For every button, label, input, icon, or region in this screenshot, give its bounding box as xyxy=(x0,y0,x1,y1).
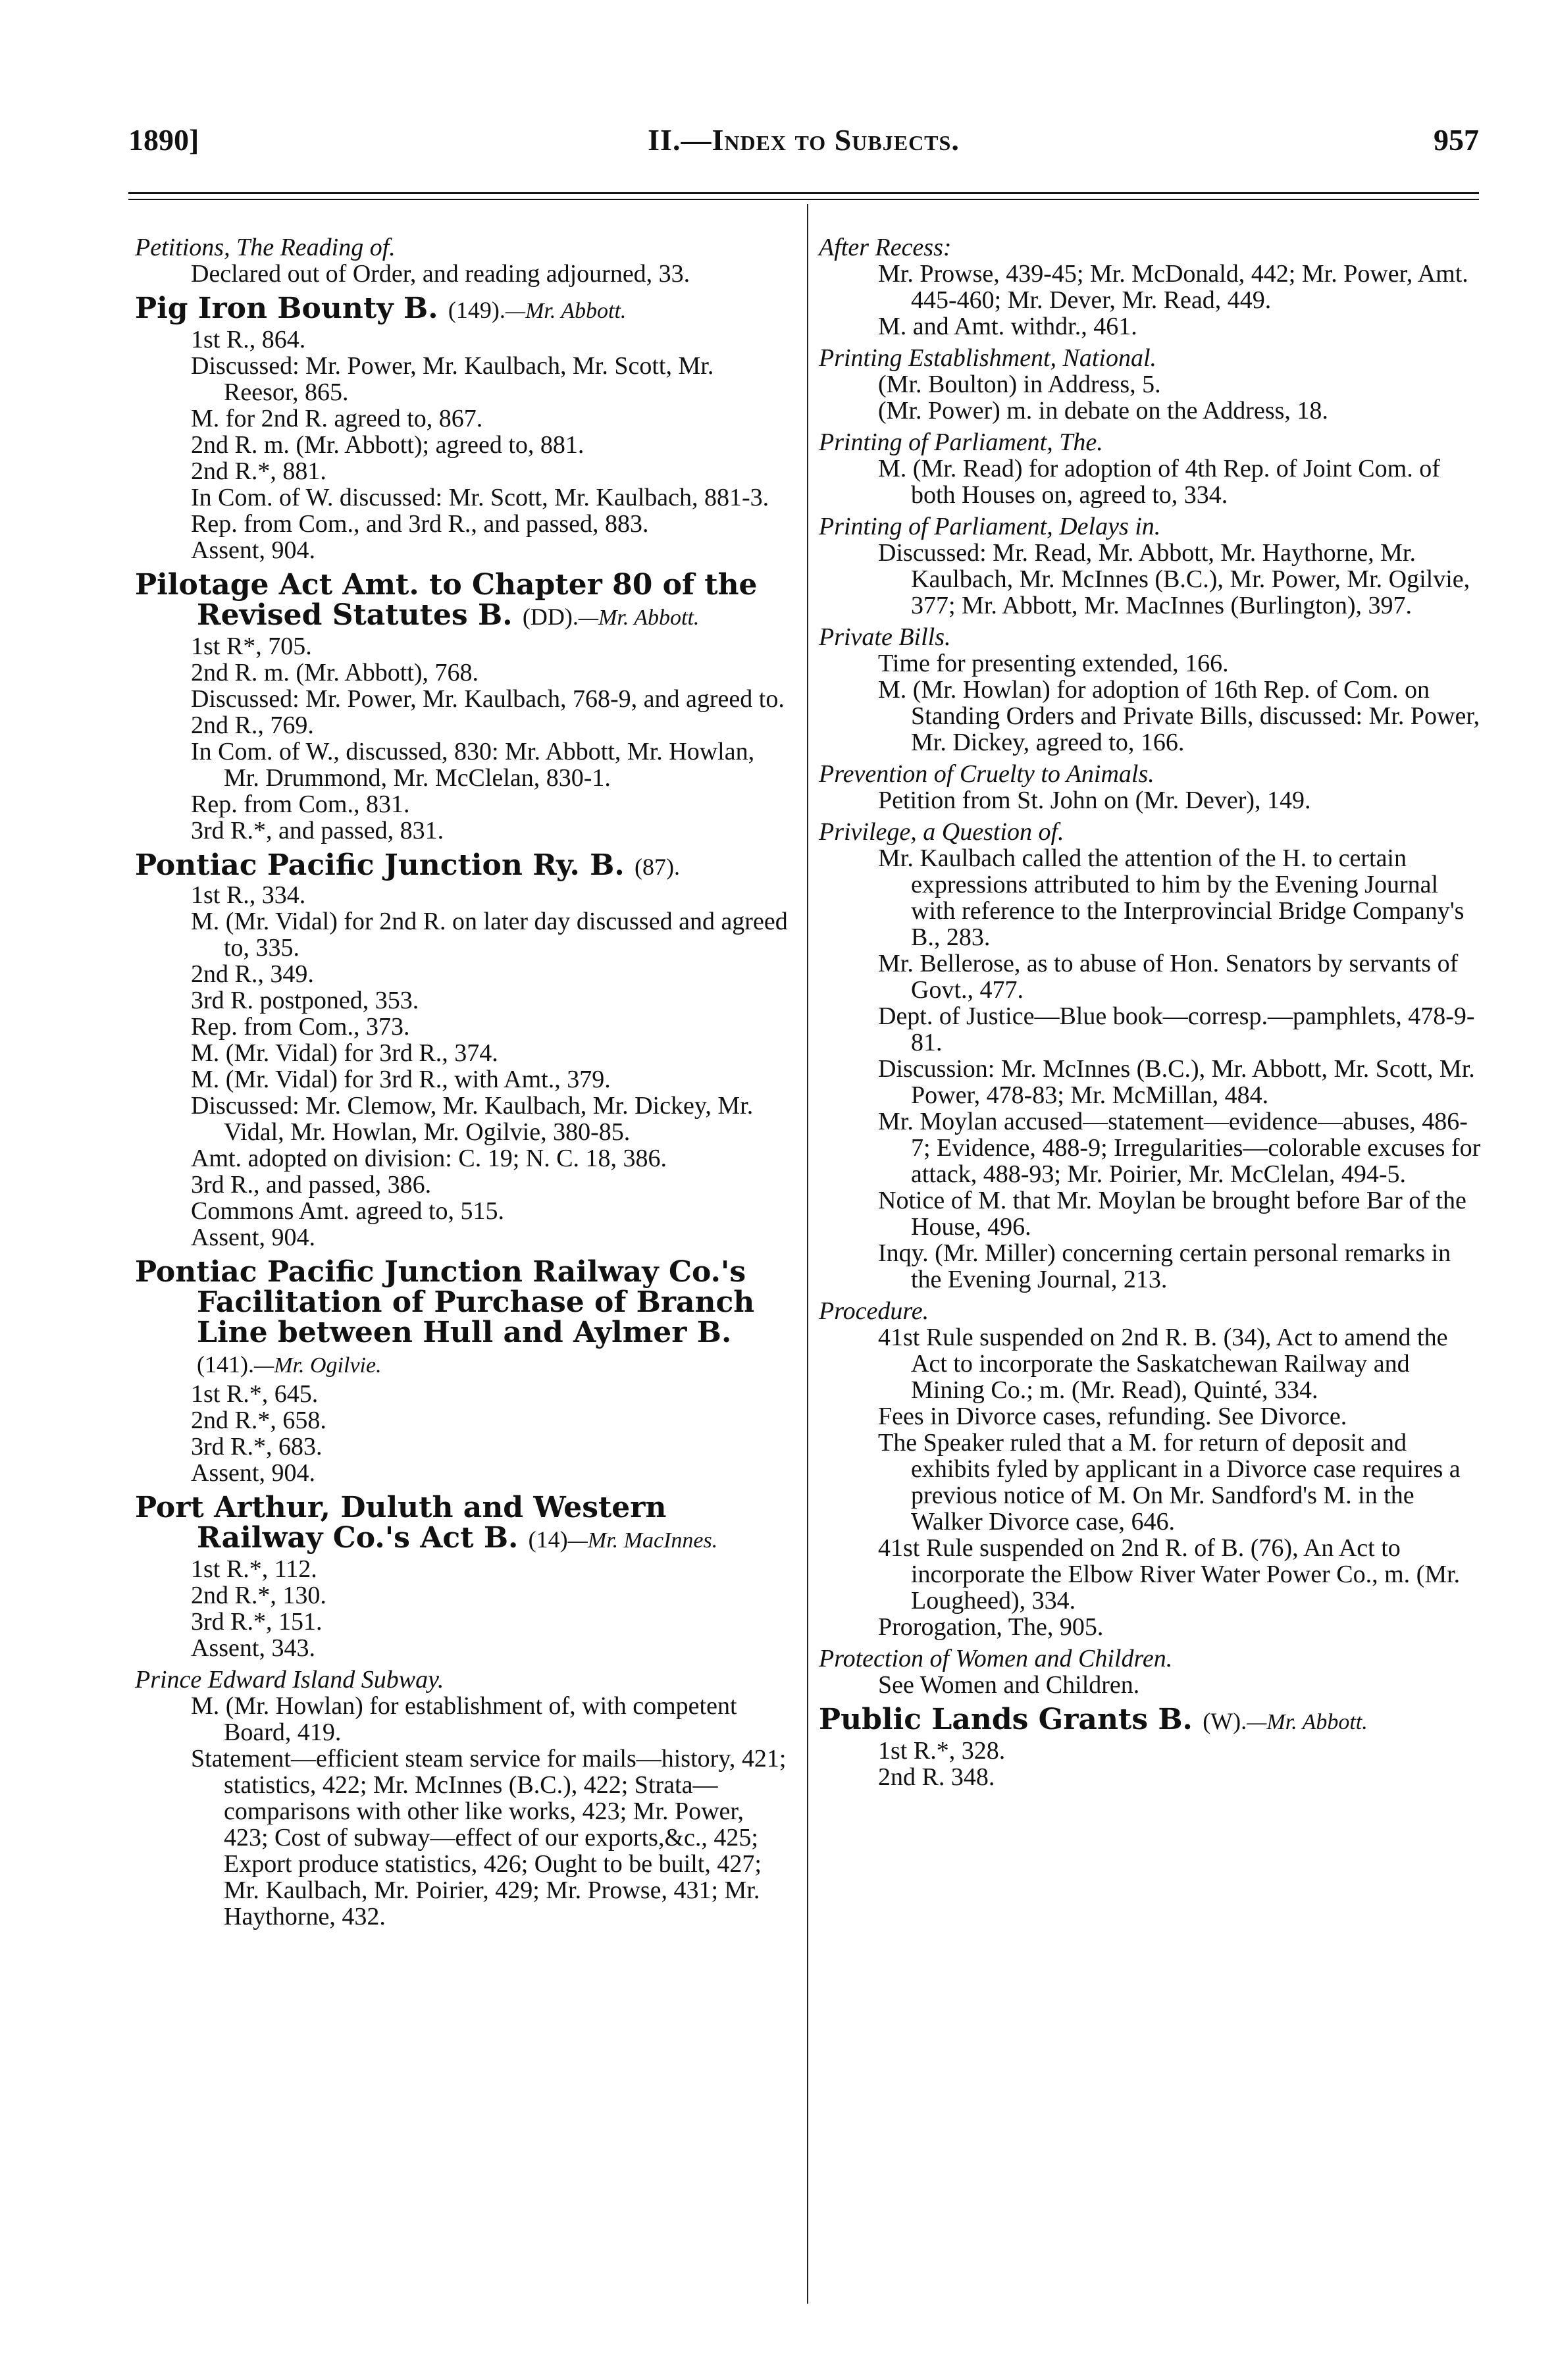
index-entry xyxy=(135,1667,792,1930)
index-entry xyxy=(819,1645,1481,1698)
index-entry xyxy=(819,624,1481,756)
entry-reference: Inqy. (Mr. Miller) concerning certain personal remarks in the Evening Journal, 213. xyxy=(878,1239,1451,1293)
entry-heading: Printing of Parliament, Delays in. xyxy=(819,513,1161,540)
entry-reference: Petition from St. John on (Mr. Dever), 149. xyxy=(878,787,1311,814)
entry-reference: 2nd R. m. (Mr. Abbott); agreed to, 881. xyxy=(191,431,584,459)
entry-reference: Mr. Kaulbach called the attention of the H. to certain expressions attributed to him by the Evening Journal with reference to the Interprovincial Bridge Company's B., 283. xyxy=(878,844,1465,951)
entry-reference: Commons Amt. agreed to, 515. xyxy=(191,1197,505,1225)
entry-reference: M. (Mr. Vidal) for 3rd R., 374. xyxy=(191,1039,498,1067)
entry-heading xyxy=(135,570,792,633)
entry-title: Port Arthur, Duluth and Western Railway Co.'s Act B. xyxy=(135,1491,667,1555)
entry-reference: M. (Mr. Vidal) for 3rd R., with Amt., 379. xyxy=(191,1066,611,1093)
index-entry xyxy=(819,1298,1481,1640)
entry-heading xyxy=(135,1493,792,1556)
entry-sponsor: —Mr. Abbott. xyxy=(578,606,700,630)
entry-heading xyxy=(135,1257,792,1381)
entry-title: Pontiac Pacific Junction Railway Co.'s Facilitation of Purchase of Branch Line between Hull and Aylmer B. xyxy=(135,1255,755,1349)
index-entry xyxy=(135,1257,792,1486)
entry-title: Pilotage Act Amt. to Chapter 80 of the Revised Statutes B. xyxy=(135,568,758,632)
entry-reference: Discussed: Mr. Read, Mr. Abbott, Mr. Haythorne, Mr. Kaulbach, Mr. McInnes (B.C.), Mr. Power, Mr. Ogilvie, 377; Mr. Abbott, Mr. MacInnes (Burlington), 397. xyxy=(878,539,1470,619)
entry-bill-number: (149). xyxy=(448,297,506,323)
entry-reference: M. and Amt. withdr., 461. xyxy=(878,313,1137,340)
index-entry xyxy=(819,345,1481,424)
entry-heading: After Recess: xyxy=(819,234,952,261)
entry-reference: 2nd R.*, 881. xyxy=(191,457,326,485)
index-entry xyxy=(819,1705,1481,1790)
entry-heading: Protection of Women and Children. xyxy=(819,1645,1173,1672)
index-column-left xyxy=(135,229,792,1932)
index-entry xyxy=(135,294,792,563)
entry-bill-number: (DD). xyxy=(522,604,579,630)
entry-reference: Assent, 343. xyxy=(191,1634,315,1662)
entry-reference: 41st Rule suspended on 2nd R. B. (34), Act to amend the Act to incorporate the Saskatchewan Railway and Mining Co.; m. (Mr. Read), Quinté, 334. xyxy=(878,1324,1448,1404)
index-entry xyxy=(819,234,1481,340)
entry-reference: 3rd R., and passed, 386. xyxy=(191,1171,432,1199)
entry-reference: Statement—efficient steam service for mails—history, 421; statistics, 422; Mr. McInnes (B.C.), 422; Strata—comparisons with other like works, 423; Mr. Power, 423; Cost of subway—effect of our exports,&c., 425; Export produce statistics, 426; Ought to be built, 427; Mr. Kaulbach, Mr. Poirier, 429; Mr. Prowse, 431; Mr. Haythorne, 432. xyxy=(191,1745,787,1930)
entry-reference: 41st Rule suspended on 2nd R. of B. (76), An Act to incorporate the Elbow River Water Power Co., m. (Mr. Lougheed), 334. xyxy=(878,1534,1461,1615)
index-entry xyxy=(819,429,1481,508)
entry-reference: 2nd R.*, 130. xyxy=(191,1582,326,1609)
entry-heading: Prince Edward Island Subway. xyxy=(135,1666,444,1694)
entry-reference: Discussed: Mr. Clemow, Mr. Kaulbach, Mr. Dickey, Mr. Vidal, Mr. Howlan, Mr. Ogilvie, 380-85. xyxy=(191,1092,754,1146)
entry-bill-number: (141). xyxy=(197,1351,254,1378)
index-entry xyxy=(819,761,1481,814)
entry-reference: Assent, 904. xyxy=(191,1224,315,1251)
entry-reference: Prorogation, The, 905. xyxy=(878,1613,1104,1641)
entry-reference: Assent, 904. xyxy=(191,536,315,564)
entry-reference: Dept. of Justice—Blue book—corresp.—pamphlets, 478-9-81. xyxy=(878,1002,1475,1056)
entry-reference: Rep. from Com., 373. xyxy=(191,1013,410,1041)
entry-heading: Printing Establishment, National. xyxy=(819,344,1157,372)
header-rule-bottom xyxy=(128,199,1479,200)
entry-reference: 1st R.*, 112. xyxy=(191,1555,317,1583)
entry-heading: Procedure. xyxy=(819,1297,929,1325)
entry-heading xyxy=(135,294,792,326)
entry-reference: 2nd R., 769. xyxy=(191,711,314,739)
entry-title: Pontiac Pacific Junction Ry. B. xyxy=(135,848,625,882)
entry-reference: (Mr. Boulton) in Address, 5. xyxy=(878,371,1161,398)
entry-reference: 2nd R. m. (Mr. Abbott), 768. xyxy=(191,659,479,686)
entry-heading: Printing of Parliament, The. xyxy=(819,428,1103,456)
entry-reference: 2nd R., 349. xyxy=(191,960,314,988)
entry-reference: M. (Mr. Read) for adoption of 4th Rep. of Joint Com. of both Houses on, agreed to, 334. xyxy=(878,455,1440,509)
entry-reference: 1st R.*, 645. xyxy=(191,1380,319,1408)
entry-reference: Discussion: Mr. McInnes (B.C.), Mr. Abbott, Mr. Scott, Mr. Power, 478-83; Mr. McMillan, 484. xyxy=(878,1055,1475,1109)
index-entry xyxy=(135,570,792,844)
entry-reference: M. (Mr. Howlan) for establishment of, with competent Board, 419. xyxy=(191,1692,737,1746)
entry-reference: Rep. from Com., and 3rd R., and passed, 883. xyxy=(191,510,649,538)
index-entry xyxy=(819,513,1481,619)
entry-reference: Assent, 904. xyxy=(191,1459,315,1487)
entry-heading: Privilege, a Question of. xyxy=(819,818,1064,846)
index-column-right xyxy=(819,229,1481,1793)
entry-reference: Mr. Bellerose, as to abuse of Hon. Senators by servants of Govt., 477. xyxy=(878,950,1459,1004)
entry-heading xyxy=(135,850,792,882)
entry-reference: Rep. from Com., 831. xyxy=(191,790,410,818)
entry-reference: 1st R., 864. xyxy=(191,326,306,353)
entry-reference: In Com. of W., discussed, 830: Mr. Abbott, Mr. Howlan, Mr. Drummond, Mr. McClelan, 830-1. xyxy=(191,738,755,792)
entry-reference: In Com. of W. discussed: Mr. Scott, Mr. Kaulbach, 881-3. xyxy=(191,484,769,511)
entry-reference: 1st R., 334. xyxy=(191,881,306,909)
entry-reference: Amt. adopted on division: C. 19; N. C. 18, 386. xyxy=(191,1145,667,1172)
entry-reference: Mr. Prowse, 439-45; Mr. McDonald, 442; Mr. Power, Amt. 445-460; Mr. Dever, Mr. Read, 449. xyxy=(878,260,1468,314)
index-entry xyxy=(135,234,792,287)
entry-reference: Mr. Moylan accused—statement—evidence—abuses, 486-7; Evidence, 488-9; Irregularities—colorable excuses for attack, 488-93; Mr. Poirier, Mr. McClelan, 494-5. xyxy=(878,1108,1481,1188)
entry-reference: Discussed: Mr. Power, Mr. Kaulbach, 768-9, and agreed to. xyxy=(191,685,785,713)
entry-reference: Notice of M. that Mr. Moylan be brought before Bar of the House, 496. xyxy=(878,1187,1466,1241)
entry-reference: 3rd R.*, 151. xyxy=(191,1608,323,1636)
entry-heading: Petitions, The Reading of. xyxy=(135,234,396,261)
entry-bill-number: (W). xyxy=(1203,1708,1247,1734)
entry-bill-number: (14) xyxy=(528,1526,568,1553)
entry-reference: M. (Mr. Vidal) for 2nd R. on later day discussed and agreed to, 335. xyxy=(191,908,788,962)
entry-reference: 1st R*, 705. xyxy=(191,633,312,660)
entry-reference: Time for presenting extended, 166. xyxy=(878,650,1229,677)
header-title: II.—Index to Subjects. xyxy=(648,123,960,157)
entry-reference: 3rd R. postponed, 353. xyxy=(191,987,419,1014)
column-divider xyxy=(807,204,808,2304)
header-rule-top xyxy=(128,192,1479,194)
entry-reference: 2nd R.*, 658. xyxy=(191,1407,326,1434)
entry-reference: M. for 2nd R. agreed to, 867. xyxy=(191,405,483,432)
entry-bill-number: (87). xyxy=(635,854,680,880)
index-entry xyxy=(819,819,1481,1293)
entry-reference: Discussed: Mr. Power, Mr. Kaulbach, Mr. Scott, Mr. Reesor, 865. xyxy=(191,352,714,406)
page-header xyxy=(128,122,1479,175)
index-entry xyxy=(135,850,792,1251)
index-entry xyxy=(135,1493,792,1661)
entry-reference: 3rd R.*, and passed, 831. xyxy=(191,817,444,844)
entry-reference: (Mr. Power) m. in debate on the Address, 18. xyxy=(878,397,1328,425)
entry-reference: The Speaker ruled that a M. for return of deposit and exhibits fyled by applicant in a Divorce case requires a previous notice of M. On Mr. Sandford's M. in the Walker Divorce case, 646. xyxy=(878,1429,1461,1536)
entry-reference: M. (Mr. Howlan) for adoption of 16th Rep. of Com. on Standing Orders and Private Bills, discussed: Mr. Power, Mr. Dickey, agreed to, 166. xyxy=(878,676,1480,756)
entry-reference: See Women and Children. xyxy=(878,1671,1140,1699)
entry-sponsor: —Mr. Ogilvie. xyxy=(253,1353,382,1378)
entry-title: Public Lands Grants B. xyxy=(819,1703,1193,1736)
entry-sponsor: —Mr. Abbott. xyxy=(505,299,627,323)
header-year: 1890] xyxy=(128,123,199,157)
entry-title: Pig Iron Bounty B. xyxy=(135,292,438,325)
entry-sponsor: —Mr. MacInnes. xyxy=(567,1528,718,1553)
entry-heading xyxy=(819,1705,1481,1738)
header-page-number: 957 xyxy=(1434,123,1479,157)
entry-heading: Prevention of Cruelty to Animals. xyxy=(819,760,1154,788)
entry-heading: Private Bills. xyxy=(819,623,951,651)
entry-reference: 1st R.*, 328. xyxy=(878,1737,1006,1765)
entry-reference: Declared out of Order, and reading adjourned, 33. xyxy=(191,260,690,288)
entry-reference: 2nd R. 348. xyxy=(878,1763,995,1791)
entry-reference: 3rd R.*, 683. xyxy=(191,1433,323,1461)
entry-sponsor: —Mr. Abbott. xyxy=(1247,1710,1368,1734)
entry-reference: Fees in Divorce cases, refunding. See Divorce. xyxy=(878,1403,1347,1430)
